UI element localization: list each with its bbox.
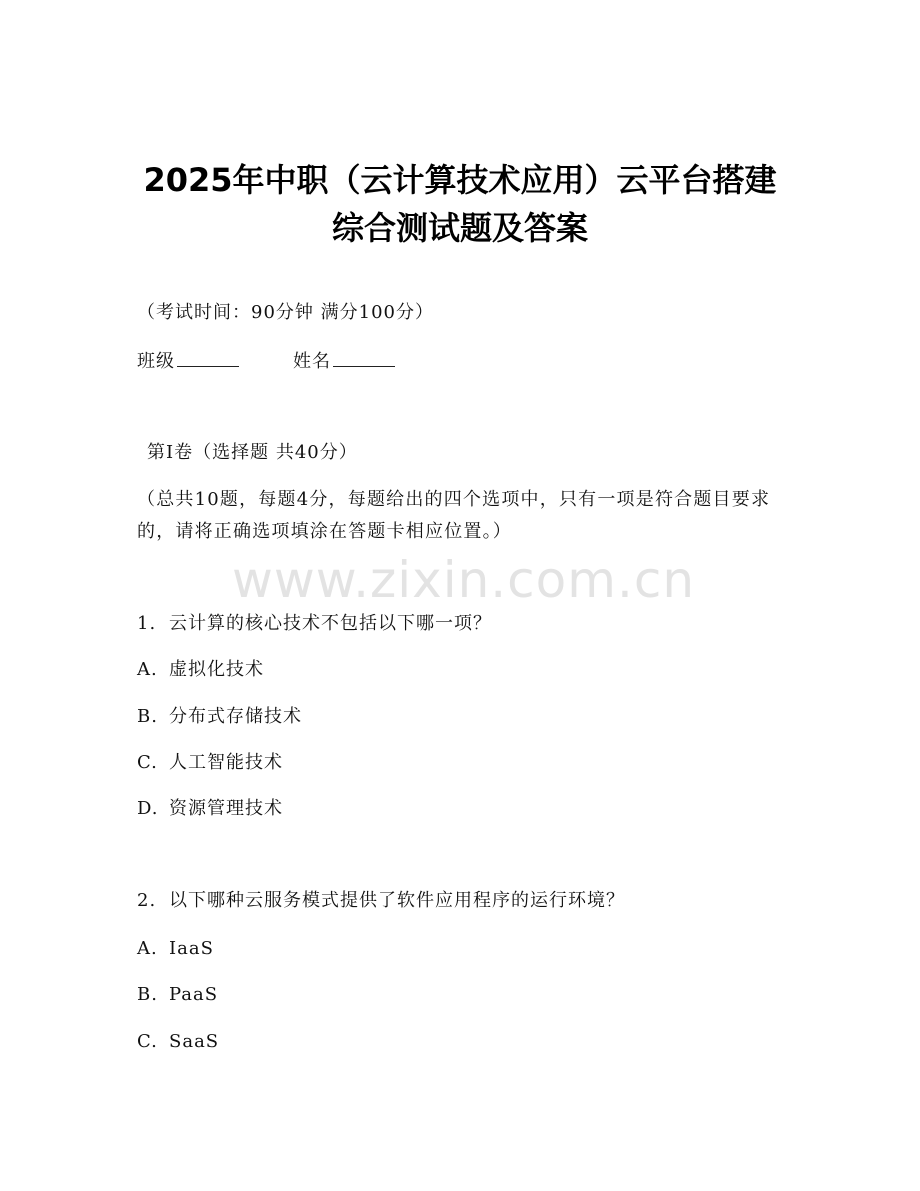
class-label: 班级: [137, 351, 175, 372]
option-text: 资源管理技术: [169, 798, 283, 819]
question-number: 2.: [137, 890, 157, 911]
question-1-option-c[interactable]: [137, 751, 283, 775]
option-text: PaaS: [169, 984, 219, 1005]
option-text: 虚拟化技术: [169, 659, 264, 680]
name-blank[interactable]: [333, 350, 395, 367]
watermark: www.zixin.com.cn: [232, 551, 696, 609]
question-2-option-b[interactable]: [137, 983, 218, 1007]
question-text: 以下哪种云服务模式提供了软件应用程序的运行环境？: [169, 890, 625, 911]
option-letter: C.: [137, 1031, 158, 1052]
section-heading: 第I卷（选择题 共40分）: [147, 442, 358, 463]
question-1-option-d[interactable]: [137, 797, 283, 821]
option-letter: C.: [137, 752, 158, 773]
question-2-option-c[interactable]: [137, 1030, 219, 1054]
document-title-line-2: 综合测试题及答案: [331, 209, 588, 247]
option-text: 人工智能技术: [169, 752, 283, 773]
option-letter: B.: [137, 984, 158, 1005]
question-2-option-a[interactable]: [137, 937, 214, 961]
option-text: IaaS: [169, 938, 214, 959]
class-blank[interactable]: [177, 350, 239, 367]
option-letter: A.: [137, 659, 158, 680]
exam-info: （考试时间：90分钟 满分100分）: [137, 302, 434, 323]
question-number: 1.: [137, 613, 157, 634]
question-1: [137, 612, 492, 636]
option-letter: D.: [137, 798, 159, 819]
question-1-option-b[interactable]: [137, 705, 302, 729]
question-2: [137, 889, 625, 913]
option-letter: B.: [137, 706, 158, 727]
section-instructions: （总共10题，每题4分，每题给出的四个选项中，只有一项是符合题目要求的，请将正确选项填涂在答题卡相应位置。）: [137, 489, 771, 542]
option-text: SaaS: [169, 1031, 220, 1052]
option-text: 分布式存储技术: [169, 706, 302, 727]
question-text: 云计算的核心技术不包括以下哪一项？: [169, 613, 492, 634]
student-info-row: [137, 350, 395, 374]
option-letter: A.: [137, 938, 158, 959]
document-title-line-1: 2025年中职（云计算技术应用）云平台搭建: [143, 161, 777, 199]
name-label: 姓名: [293, 351, 331, 372]
question-1-option-a[interactable]: [137, 658, 264, 682]
